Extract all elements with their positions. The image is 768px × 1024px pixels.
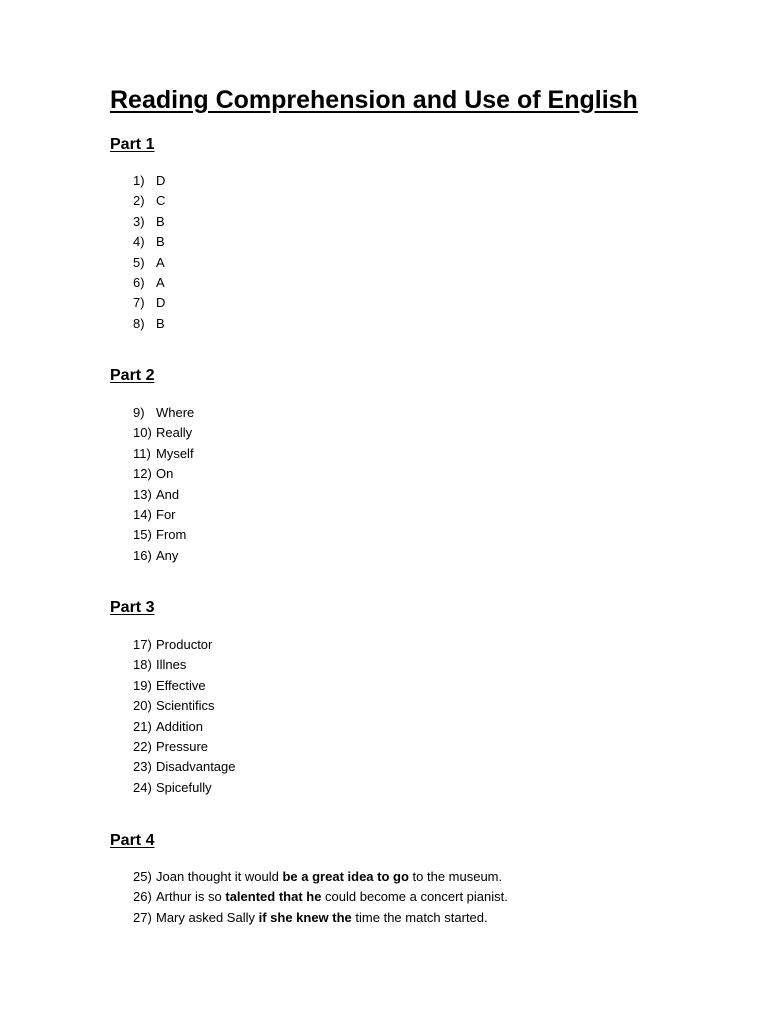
sentence-answer: be a great idea to go xyxy=(282,869,409,884)
item-number: 7) xyxy=(133,295,145,311)
item-number: 15) xyxy=(133,527,152,543)
item-number: 25) xyxy=(133,869,152,884)
item-answer: Productor xyxy=(156,637,213,652)
item-number: 1) xyxy=(133,173,145,188)
item-answer: Myself xyxy=(156,445,194,461)
item-number: 6) xyxy=(133,274,145,290)
part-3-heading: Part 3 xyxy=(110,599,155,616)
item-answer: B xyxy=(156,213,165,229)
sentence-text xyxy=(156,908,488,928)
item-answer: D xyxy=(156,295,166,311)
item-number: 23) xyxy=(133,759,152,775)
part-4-heading: Part 4 xyxy=(110,832,155,849)
sentence-answer: talented that he xyxy=(225,889,322,905)
item-answer: B xyxy=(156,315,165,331)
item-answer: A xyxy=(156,254,165,270)
item-number: 5) xyxy=(133,254,145,270)
item-number: 3) xyxy=(133,213,145,229)
item-number: 14) xyxy=(133,506,152,522)
item-answer: A xyxy=(156,274,165,290)
sentence-text xyxy=(156,887,508,907)
document-title: Reading Comprehension and Use of English xyxy=(110,86,638,114)
item-number: 16) xyxy=(133,547,152,563)
item-answer: Spicefully xyxy=(156,779,212,795)
item-answer: Pressure xyxy=(156,738,209,754)
item-answer: Any xyxy=(156,547,179,563)
sentence-after: could become a concert pianist. xyxy=(321,889,508,905)
item-number: 22) xyxy=(133,738,152,754)
item-answer: For xyxy=(156,506,176,522)
item-number: 24) xyxy=(133,779,152,795)
item-number: 19) xyxy=(133,677,152,693)
item-number: 9) xyxy=(133,405,145,420)
item-answer: C xyxy=(156,193,166,209)
item-number: 10) xyxy=(133,425,152,441)
item-answer: And xyxy=(156,486,180,502)
item-answer: Where xyxy=(156,405,195,420)
item-number: 17) xyxy=(133,637,152,652)
sentence-after: to the museum. xyxy=(408,869,503,884)
part-1-heading: Part 1 xyxy=(110,136,155,153)
item-answer: Scientifics xyxy=(156,698,215,714)
item-number: 4) xyxy=(133,234,145,250)
item-answer: Really xyxy=(156,425,193,441)
item-number: 2) xyxy=(133,193,145,209)
item-number: 20) xyxy=(133,698,152,714)
item-answer: Addition xyxy=(156,718,203,734)
item-answer: Effective xyxy=(156,677,206,693)
item-answer: Disadvantage xyxy=(156,759,236,775)
sentence-after: time the match started. xyxy=(351,909,488,925)
item-answer: Illnes xyxy=(156,657,187,673)
sentence-text xyxy=(156,867,502,887)
item-number: 18) xyxy=(133,657,152,673)
item-number: 27) xyxy=(133,909,152,925)
item-answer: From xyxy=(156,527,187,543)
part-2-heading: Part 2 xyxy=(110,367,155,384)
item-number: 21) xyxy=(133,718,152,734)
item-number: 26) xyxy=(133,889,152,905)
item-number: 12) xyxy=(133,466,152,482)
item-number: 11) xyxy=(133,445,151,461)
item-answer: On xyxy=(156,466,174,482)
sentence-before: Arthur is so xyxy=(156,889,226,905)
item-number: 13) xyxy=(133,486,152,502)
sentence-before: Mary asked Sally xyxy=(156,909,259,925)
sentence-answer: if she knew the xyxy=(258,909,352,925)
item-answer: B xyxy=(156,234,165,250)
sentence-before: Joan thought it would xyxy=(156,869,283,884)
item-number: 8) xyxy=(133,315,145,331)
item-answer: D xyxy=(156,173,166,188)
